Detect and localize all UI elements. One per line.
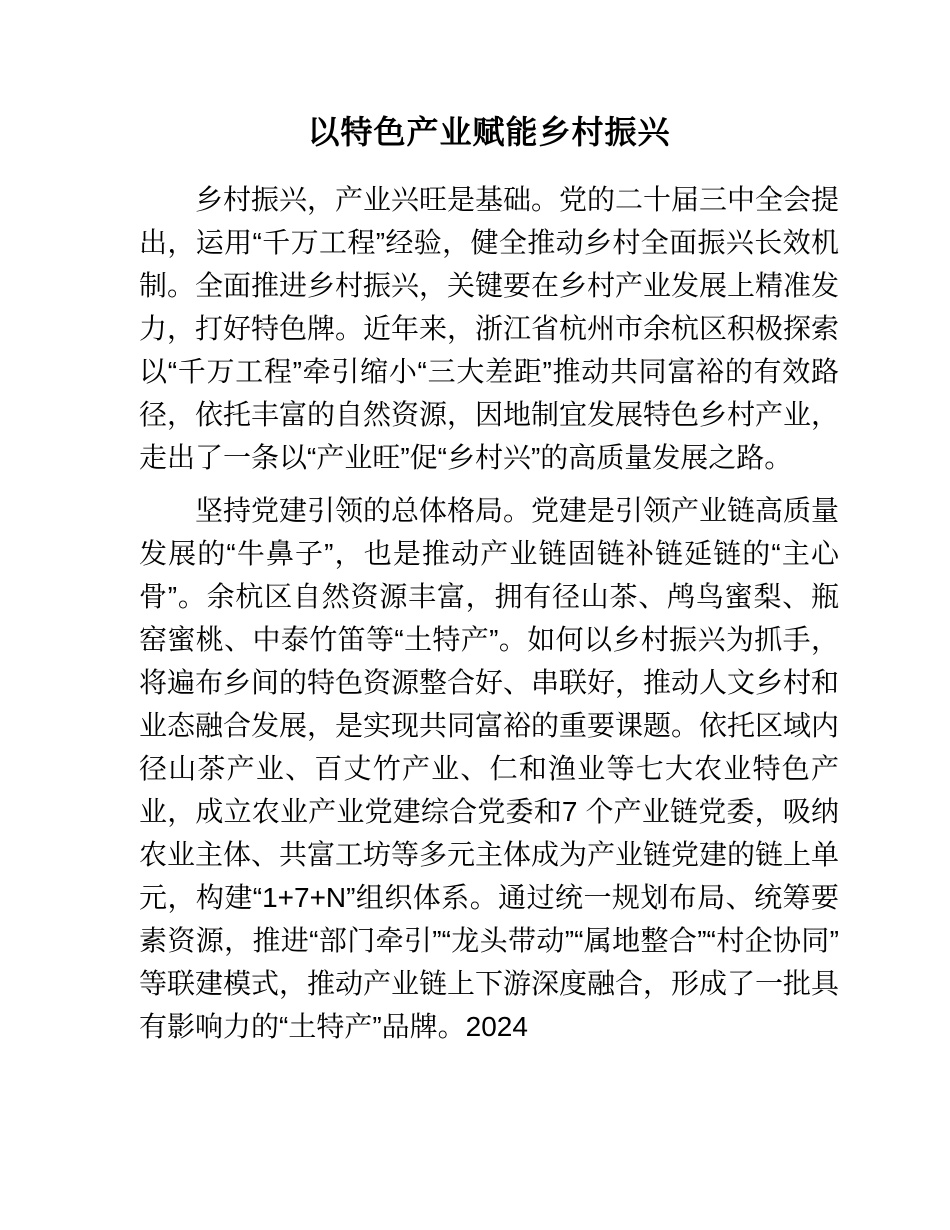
article-paragraph-2: 坚持党建引领的总体格局。党建是引领产业链高质量发展的“牛鼻子”，也是推动产业链固链补链延链的“主心骨”。余杭区自然资源丰富，拥有径山茶、鸬鸟蜜梨、瓶窑蜜桃、中泰竹笛等“土特产”。如何以乡村振兴为抓手，将遍布乡间的特色资源整合好、串联好，推动人文乡村和业态融合发展，是实现共同富裕的重要课题。依托区域内径山茶产业、百丈竹产业、仁和渔业等七大农业特色产业，成立农业产业党建综合党委和7 个产业链党委，吸纳农业主体、共富工坊等多元主体成为产业链党建的链上单元，构建“1+7+N”组织体系。通过统一规划布局、统筹要素资源，推进“部门牵引”“龙头带动”“属地整合”“村企协同”等联建模式，推动产业链上下游深度融合，形成了一批具有影响力的“土特产”品牌。2024 bbox=[139, 495, 840, 1042]
article-paragraph-1: 乡村振兴，产业兴旺是基础。党的二十届三中全会提出，运用“千万工程”经验，健全推动乡村全面振兴长效机制。全面推进乡村振兴，关键要在乡村产业发展上精准发力，打好特色牌。近年来，浙江省杭州市余杭区积极探索以“千万工程”牵引缩小“三大差距”推动共同富裕的有效路径，依托丰富的自然资源，因地制宜发展特色乡村产业，走出了一条以“产业旺”促“乡村兴”的高质量发展之路。 bbox=[139, 184, 840, 473]
document-title: 以特色产业赋能乡村振兴 bbox=[307, 114, 671, 150]
